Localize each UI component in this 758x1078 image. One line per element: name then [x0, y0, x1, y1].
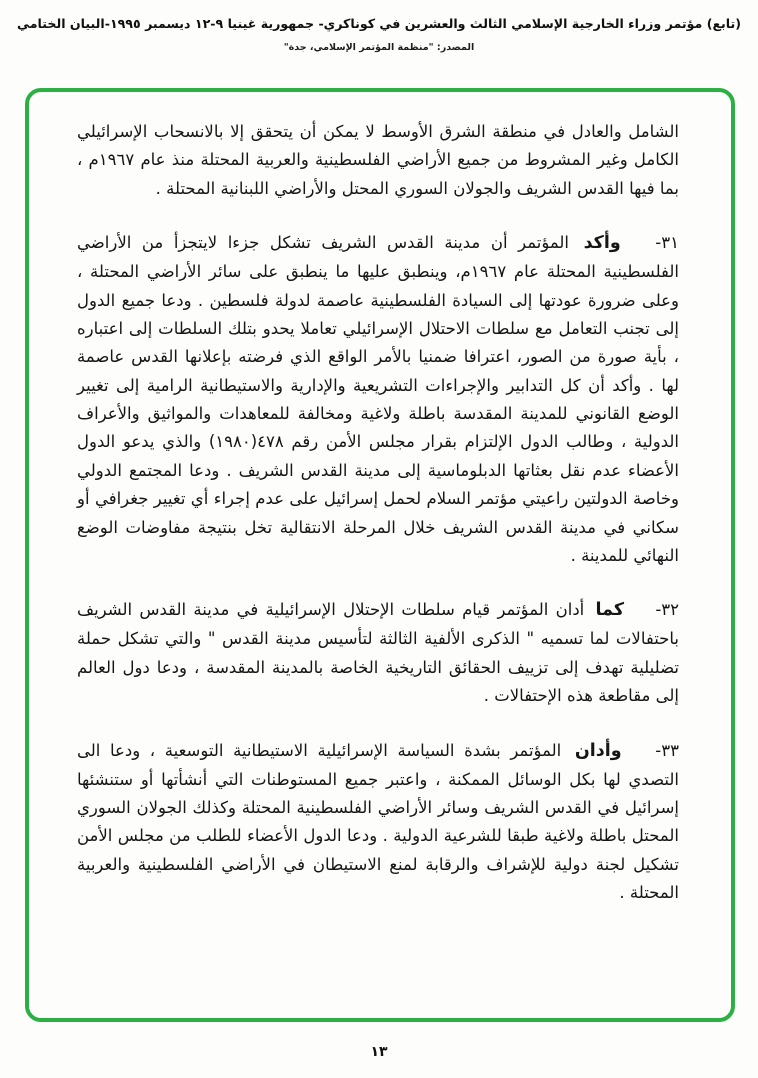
paragraph-33-number: ٣٣-: [655, 740, 679, 760]
paragraph-32: [77, 595, 679, 710]
paragraph-32-text: أدان المؤتمر قيام سلطات الإحتلال الإسرائيلية في مدينة القدس الشريف باحتفالات لما تسميه " الذكرى الألفية الثالثة لتأسيس مدينة القدس " والتي تشكل حملة تضليلية تهدف إلى تزييف الحقائق التاريخية الخاصة بالمدينة المقدسة ، ودعا دول العالم إلى مقاطعة هذه الإحتفالات .: [77, 600, 679, 706]
document-source-line: المصدر: "منظمة المؤتمر الإسلامي، جدة": [283, 42, 475, 53]
paragraph-31-number: ٣١-: [655, 233, 679, 253]
paragraph-continuation: الشامل والعادل في منطقة الشرق الأوسط لا يمكن أن يتحقق إلا بالانسحاب الإسرائيلي الكامل وغير المشروط من جميع الأراضي الفلسطينية والعربية المحتلة منذ عام ١٩٦٧م ، بما فيها القدس الشريف والجولان السوري المحتل والأراضي اللبنانية المحتلة .: [77, 122, 679, 198]
content-frame: [25, 88, 735, 1022]
paragraph-33: [77, 736, 679, 908]
paragraph-31-text: المؤتمر أن مدينة القدس الشريف تشكل جزءا لايتجزأ من الأراضي الفلسطينية المحتلة عام ١٩٦٧م، وينطبق عليها ما ينطبق على سائر الأراضي المحتلة ، وعلى ضرورة عودتها إلى السيادة الفلسطينية عاصمة لدولة فلسطين . ودعا جميع الدول إلى تجنب التعامل مع سلطات الاحتلال الإسرائيلي تعاملا يحدو بتلك السلطات إلى اعتباره ، بأية صورة من الصور، اعترافا ضمنيا بالأمر الواقع الذي فرضته بإعلانها القدس عاصمة لها . وأكد أن كل التدابير والإجراءات التشريعية والإدارية والاستيطانية الرامية إلى تغيير الوضع القانوني للمدينة المقدسة باطلة ولاغية ومخالفة للمعاهدات والمواثيق والأعراف الدولية ، وطالب الدول الإلتزام بقرار مجلس الأمن رقم ٤٧٨(١٩٨٠) والذي يدعو الدول الأعضاء عدم نقل بعثاتها الدبلوماسية إلى مدينة القدس الشريف . ودعا المجتمع الدولي وخاصة الدولتين راعيتي مؤتمر السلام لحمل إسرائيل على عدم إجراء أي تغيير جغرافي أو سكاني في مدينة القدس الشريف خلال المرحلة الانتقالية تخل بنتيجة مفاوضات الوضع النهائي للمدينة .: [77, 233, 679, 565]
paragraph-33-lead: وأدان: [574, 740, 622, 761]
page-footer: [0, 1041, 758, 1060]
paragraph-32-lead: كما: [595, 600, 625, 621]
paragraph-33-text: المؤتمر بشدة السياسة الإسرائيلية الاستيطانية التوسعية ، ودعا الى التصدي لها بكل الوسائل الممكنة ، واعتبر جميع المستوطنات التي أنشأتها أو ستنشئها إسرائيل في القدس الشريف وسائر الأراضي الفلسطينية المحتلة وكذلك الجولان السوري المحتل باطلة ولاغية طبقا للشرعية الدولية . ودعا الدول الأعضاء للطلب من مجلس الأمن تشكيل لجنة دولية للإشراف والرقابة لمنع الاستيطان في الأراضي الفلسطينية والعربية المحتلة .: [77, 740, 679, 903]
paragraph-31: [77, 228, 679, 570]
page-header: [0, 0, 758, 53]
paragraph-32-number: ٣٢-: [655, 600, 680, 620]
document-title: (تابع) مؤتمر وزراء الخارجية الإسلامي الثالث والعشرين في كوناكري- جمهورية غينيا ٩-١٢ ديسمبر ١٩٩٥-البيان الختامي: [16, 16, 741, 31]
paragraph-31-lead: وأكد: [583, 233, 621, 254]
page-number: ١٣: [370, 1044, 388, 1060]
